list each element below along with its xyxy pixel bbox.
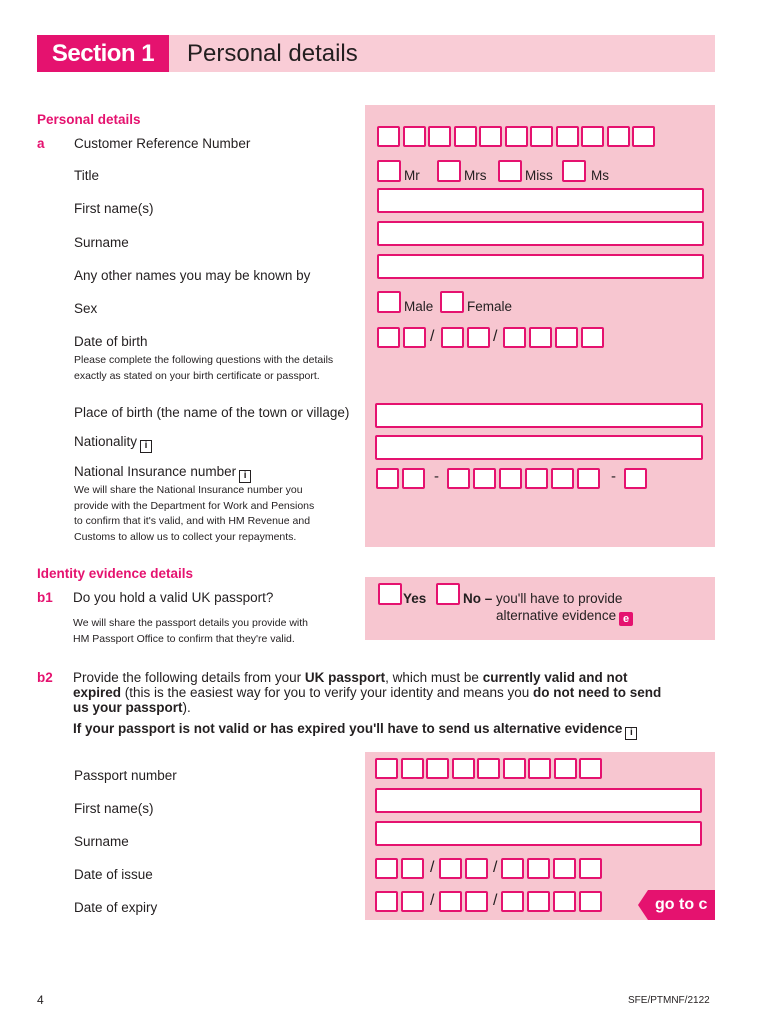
nin-char-box[interactable] <box>473 468 496 489</box>
crn-char-box[interactable] <box>556 126 579 147</box>
date-of-issue-label: Date of issue <box>74 867 153 882</box>
crn-char-box[interactable] <box>403 126 426 147</box>
crn-char-box[interactable] <box>607 126 630 147</box>
issue-date-char-box[interactable] <box>465 858 488 879</box>
date-separator: / <box>493 328 498 345</box>
pob-field[interactable] <box>375 403 703 428</box>
dob-label: Date of birth <box>74 334 148 349</box>
nin-char-box[interactable] <box>624 468 647 489</box>
crn-label: Customer Reference Number <box>74 136 251 151</box>
passport-number-char-box[interactable] <box>452 758 475 779</box>
b2-strong: us your passport <box>73 700 183 715</box>
b2-strong: UK passport <box>304 670 386 685</box>
first-names-label: First name(s) <box>74 201 154 216</box>
first-names-field[interactable] <box>377 188 704 213</box>
nin-char-box[interactable] <box>577 468 600 489</box>
passport-number-char-box[interactable] <box>426 758 449 779</box>
issue-date-char-box[interactable] <box>527 858 550 879</box>
expiry-date-char-box[interactable] <box>465 891 488 912</box>
passport-no-line2: alternative evidence <box>496 608 617 623</box>
passport-number-char-box[interactable] <box>503 758 526 779</box>
passport-number-char-box[interactable] <box>528 758 551 779</box>
sex-male-label: Male <box>404 299 434 314</box>
dob-note <box>74 353 333 384</box>
b2-warning-wrap <box>73 721 637 740</box>
title-miss-label: Miss <box>525 168 553 183</box>
b2-text: (this is the easiest way for you to verify your identity and means you <box>121 685 533 700</box>
b2-line1 <box>73 670 661 685</box>
surname-field[interactable] <box>377 221 704 246</box>
passport-number-label: Passport number <box>74 768 177 783</box>
sex-female-checkbox[interactable] <box>440 291 464 313</box>
title-mrs-label: Mrs <box>464 168 487 183</box>
date-separator: / <box>493 892 498 909</box>
nin-char-box[interactable] <box>525 468 548 489</box>
date-of-expiry-label: Date of expiry <box>74 900 158 915</box>
go-to-c-tag <box>638 890 715 920</box>
nin-char-box[interactable] <box>376 468 399 489</box>
passport-surname-label: Surname <box>74 834 129 849</box>
passport-first-names-field[interactable] <box>375 788 702 813</box>
nin-note-line: Customs to allow us to collect your repayments. <box>74 530 297 543</box>
b2-strong: do not need to send <box>532 685 662 700</box>
b2-strong: expired <box>73 685 122 700</box>
nin-char-box[interactable] <box>402 468 425 489</box>
b1-note-line: HM Passport Office to confirm that they're valid. <box>73 632 295 645</box>
title-label: Title <box>74 168 100 183</box>
dob-char-box[interactable] <box>503 327 526 348</box>
section-label: Section 1 <box>37 35 169 72</box>
crn-char-box[interactable] <box>377 126 400 147</box>
passport-number-char-box[interactable] <box>554 758 577 779</box>
nin-note-line: to confirm that it's valid, and with HM Revenue and <box>74 515 311 527</box>
b1-question: Do you hold a valid UK passport? <box>73 590 274 605</box>
date-separator: / <box>493 859 498 876</box>
info-icon: i <box>140 440 152 453</box>
dob-char-box[interactable] <box>529 327 552 348</box>
crn-char-box[interactable] <box>581 126 604 147</box>
passport-number-char-box[interactable] <box>375 758 398 779</box>
nin-separator: - <box>434 468 439 485</box>
issue-date-char-box[interactable] <box>439 858 462 879</box>
date-separator: / <box>430 892 435 909</box>
passport-no-checkbox[interactable] <box>436 583 460 605</box>
expiry-date-char-box[interactable] <box>527 891 550 912</box>
date-separator: / <box>430 859 435 876</box>
title-ms-checkbox[interactable] <box>562 160 586 182</box>
passport-number-char-box[interactable] <box>579 758 602 779</box>
b2-line3 <box>73 700 661 715</box>
expiry-date-char-box[interactable] <box>375 891 398 912</box>
identity-heading: Identity evidence details <box>37 566 194 581</box>
b2-line2 <box>73 685 661 700</box>
title-mr-label: Mr <box>404 168 420 183</box>
dob-char-box[interactable] <box>581 327 604 348</box>
expiry-date-char-box[interactable] <box>501 891 524 912</box>
b1-note <box>73 616 308 647</box>
nin-char-box[interactable] <box>499 468 522 489</box>
page-title: Personal details <box>187 40 358 67</box>
passport-number-char-box[interactable] <box>477 758 500 779</box>
issue-date-char-box[interactable] <box>553 858 576 879</box>
nationality-field[interactable] <box>375 435 703 460</box>
sex-label: Sex <box>74 301 98 316</box>
question-letter-a: a <box>37 136 45 151</box>
nin-label-wrap <box>74 464 251 483</box>
pob-label: Place of birth (the name of the town or village) <box>74 405 350 420</box>
dob-note-line: Please complete the following questions with the details <box>74 354 334 366</box>
nationality-label-wrap <box>74 434 152 453</box>
b2-instructions <box>73 670 661 715</box>
b2-text: , which must be <box>385 670 483 685</box>
passport-number-char-box[interactable] <box>401 758 424 779</box>
personal-details-heading: Personal details <box>37 112 141 127</box>
passport-no-label: No – <box>463 591 493 606</box>
dob-char-box[interactable] <box>555 327 578 348</box>
date-separator: / <box>430 328 435 345</box>
nin-note-line: provide with the Department for Work and Pensions <box>74 499 315 512</box>
crn-char-box[interactable] <box>454 126 477 147</box>
title-mr-checkbox[interactable] <box>377 160 401 182</box>
nin-char-box[interactable] <box>551 468 574 489</box>
issue-date-char-box[interactable] <box>401 858 424 879</box>
dob-char-box[interactable] <box>441 327 464 348</box>
nationality-label: Nationality <box>74 434 138 449</box>
title-ms-label: Ms <box>591 168 609 183</box>
nin-char-box[interactable] <box>447 468 470 489</box>
nin-separator: - <box>611 468 616 485</box>
issue-date-char-box[interactable] <box>501 858 524 879</box>
crn-char-box[interactable] <box>479 126 502 147</box>
title-mrs-checkbox[interactable] <box>437 160 461 182</box>
nin-label: National Insurance number <box>74 464 237 479</box>
crn-char-box[interactable] <box>530 126 553 147</box>
crn-char-box[interactable] <box>505 126 528 147</box>
page-number: 4 <box>37 993 44 1007</box>
info-icon: i <box>625 727 637 740</box>
sex-male-checkbox[interactable] <box>377 291 401 313</box>
b2-strong: currently valid and not <box>482 670 628 685</box>
passport-no-text <box>463 591 622 606</box>
surname-label: Surname <box>74 235 129 250</box>
dob-char-box[interactable] <box>377 327 400 348</box>
issue-date-char-box[interactable] <box>579 858 602 879</box>
b2-text: ). <box>182 700 191 715</box>
expiry-date-char-box[interactable] <box>553 891 576 912</box>
issue-date-char-box[interactable] <box>375 858 398 879</box>
b2-text: Provide the following details from your <box>73 670 305 685</box>
passport-surname-field[interactable] <box>375 821 702 846</box>
e-badge-icon: e <box>619 612 633 626</box>
b2-warning: If your passport is not valid or has expired you'll have to send us alternative evidence <box>73 721 623 736</box>
info-icon: i <box>239 470 251 483</box>
crn-char-box[interactable] <box>632 126 655 147</box>
expiry-date-char-box[interactable] <box>439 891 462 912</box>
dob-char-box[interactable] <box>403 327 426 348</box>
passport-yes-label: Yes <box>403 591 427 606</box>
passport-no-line2-wrap <box>496 608 633 626</box>
passport-yes-checkbox[interactable] <box>378 583 402 605</box>
section-header <box>37 35 715 72</box>
crn-char-box[interactable] <box>428 126 451 147</box>
expiry-date-char-box[interactable] <box>401 891 424 912</box>
title-miss-checkbox[interactable] <box>498 160 522 182</box>
nin-note <box>74 483 314 545</box>
other-names-label: Any other names you may be known by <box>74 268 311 283</box>
passport-first-names-label: First name(s) <box>74 801 154 816</box>
b1-note-line: We will share the passport details you provide with <box>73 617 309 629</box>
dob-char-box[interactable] <box>467 327 490 348</box>
question-letter-b1: b1 <box>37 590 53 605</box>
expiry-date-char-box[interactable] <box>579 891 602 912</box>
go-to-c-label: go to c <box>655 896 708 913</box>
nin-note-line: We will share the National Insurance number you <box>74 484 303 496</box>
sex-female-label: Female <box>467 299 513 314</box>
other-names-field[interactable] <box>377 254 704 279</box>
form-code: SFE/PTMNF/2122 <box>628 995 710 1006</box>
passport-no-line1: you'll have to provide <box>496 591 623 606</box>
dob-note-line: exactly as stated on your birth certificate or passport. <box>74 369 320 382</box>
question-letter-b2: b2 <box>37 670 53 685</box>
